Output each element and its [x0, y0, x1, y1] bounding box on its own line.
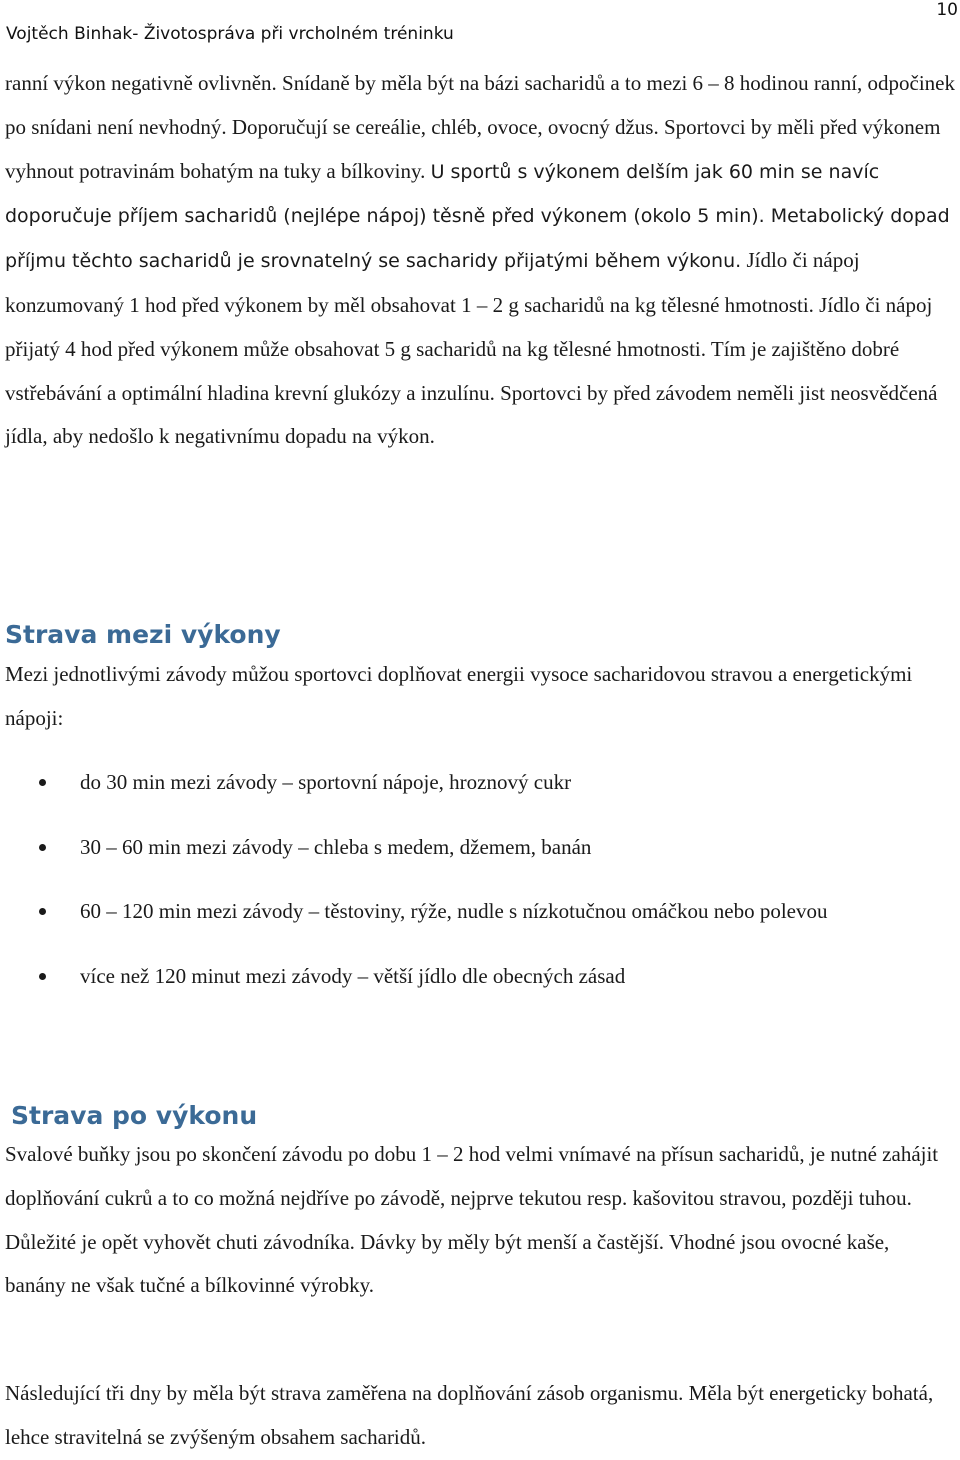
list-item-text: do 30 min mezi závody – sportovní nápoje, hroznový cukr: [80, 770, 572, 794]
intro-sentence-3: Jídlo či nápoj konzumovaný 1 hod před výkonem by měl obsahovat 1 – 2 g sacharidů na kg tělesné hmotnosti. Jídlo či nápoj přijatý 4 hod před výkonem může obsahovat 5 g sacharidů na kg tělesné hmotnosti. Tím je zajištěno dobré vstřebávání a optimální hladina krevní glukózy a inzulínu. Sportovci by před závodem neměli jist neosvědčená jídla, aby nedošlo k negativnímu dopadu na výkon.: [5, 248, 938, 449]
bullet-icon: [39, 844, 46, 851]
list-item-text: 30 – 60 min mezi závody – chleba s medem, džemem, banán: [80, 834, 592, 859]
list-item-text: 60 – 120 min mezi závody – těstoviny, rýže, nudle s nízkotučnou omáčkou nebo polevou: [80, 899, 828, 923]
running-header: Vojtěch Binhak- Životospráva při vrcholném tréninku: [6, 24, 454, 44]
list-item: [0, 825, 960, 869]
intro-paragraph: [5, 62, 955, 459]
bullet-icon: [39, 908, 46, 915]
list-item: [0, 954, 960, 998]
page-number: 10: [936, 0, 958, 20]
section-after-paragraph-2: Následující tři dny by měla být strava zaměřena na doplňování zásob organismu. Měla být energeticky bohatá, lehce stravitelná se zvýšeným obsahem sacharidů.: [5, 1381, 934, 1449]
list-item-text: více než 120 minut mezi závody – větší jídlo dle obecných zásad: [80, 963, 626, 988]
intro-sentence-2: U sportů s výkonem delším jak 60 min se navíc doporučuje příjem sacharidů (nejlépe nápoj) těsně před výkonem (okolo 5 min). Metabolický dopad příjmu těchto sacharidů je srovnatelný se sacharidy přijatými během výkonu.: [5, 160, 950, 273]
section-after-paragraph-1: Svalové buňky jsou po skončení závodu po dobu 1 – 2 hod velmi vnímavé na přísun sacharidů, je nutné zahájit doplňování cukrů a to co možná nejdříve po závodě, nejprve tekutou resp. kašovitou stravou, později tuhou. Důležité je opět vyhovět chuti závodníka. Dávky by měly být menší a častější. Vhodné jsou ovocné kaše, banány ne však tučné a bílkovinné výrobky.: [5, 1142, 939, 1298]
section-heading-after: Strava po výkonu: [11, 1101, 258, 1130]
bullet-icon: [39, 973, 46, 980]
section-heading-between: Strava mezi výkony: [5, 620, 281, 649]
bullet-icon: [39, 779, 46, 786]
list-item: [0, 760, 960, 804]
intro-sentence-1: ranní výkon negativně ovlivněn. Snídaně by měla být na bázi sacharidů a to mezi 6 – 8 hodinou ranní, odpočinek po snídani není nevhodný. Doporučují se cereálie, chléb, ovoce, ovocný džus. Sportovci by měli před výkonem vyhnout potravinám bohatým na tuky a bílkoviny.: [5, 71, 956, 183]
list-item: [0, 889, 960, 933]
interval-list: [0, 760, 960, 1018]
section-between-intro: Mezi jednotlivými závody můžou sportovci doplňovat energii vysoce sacharidovou stravou a energetickými nápoji:: [5, 662, 913, 730]
